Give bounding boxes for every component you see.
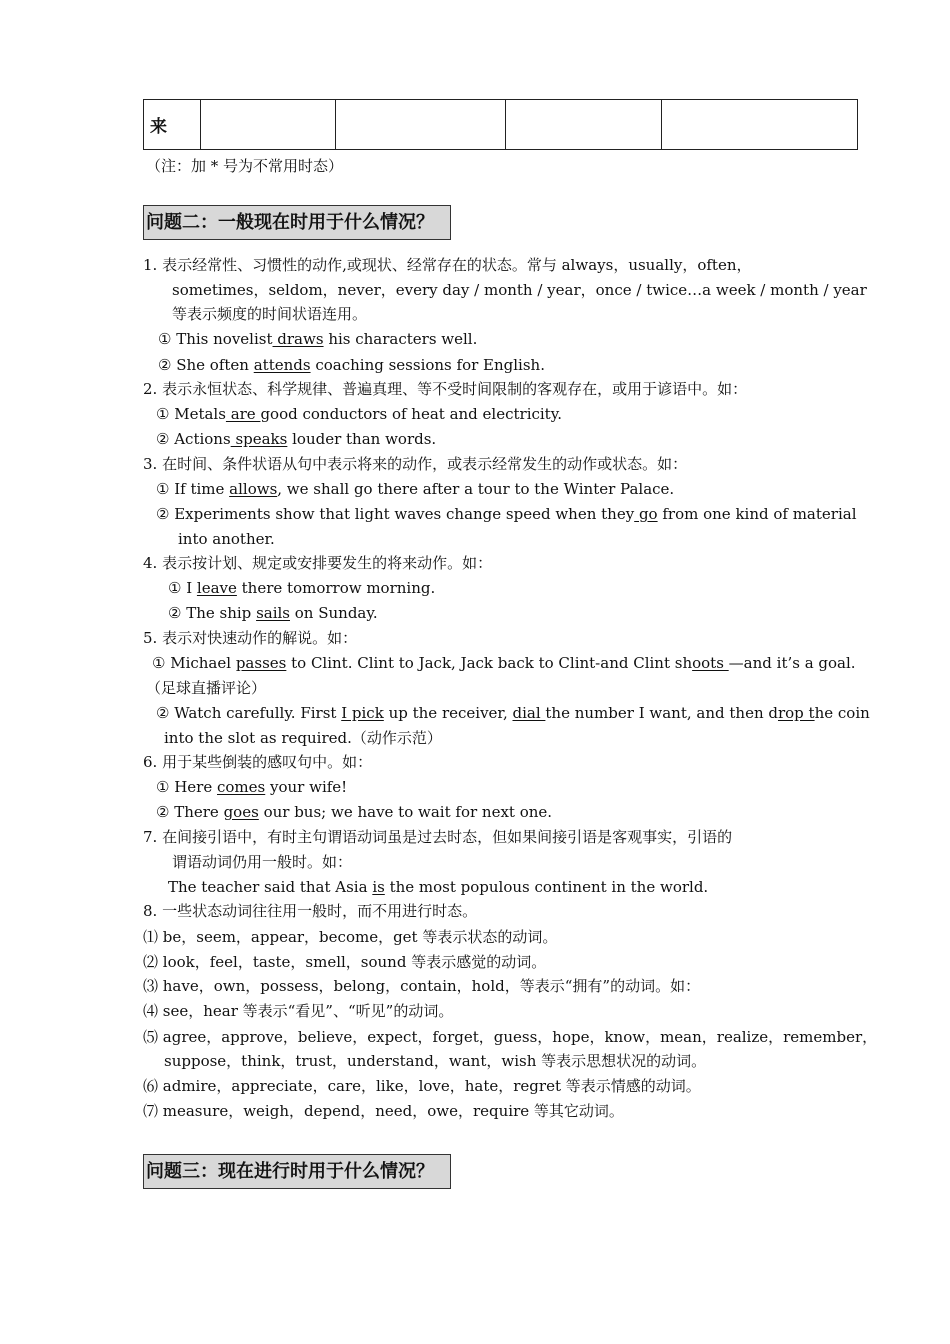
text-span: ② Watch carefully. First bbox=[156, 704, 342, 722]
text-line bbox=[143, 976, 700, 996]
text-line bbox=[143, 752, 372, 772]
table-cell-label: 来 bbox=[144, 100, 201, 150]
table-cell bbox=[662, 100, 858, 150]
text-line bbox=[178, 529, 275, 549]
underlined-verb: oots bbox=[692, 654, 729, 672]
text-span: into another. bbox=[178, 530, 275, 548]
text-span: ② The ship bbox=[168, 604, 257, 622]
text-line bbox=[156, 429, 436, 449]
text-line bbox=[143, 952, 546, 972]
text-span: 4. 表示按计划、规定或安排要发生的将来动作。如： bbox=[143, 554, 493, 572]
underlined-verb: speaks bbox=[230, 430, 288, 448]
text-span: the number I want, and then d bbox=[545, 704, 778, 722]
text-line bbox=[146, 678, 266, 698]
table-note: （注：加 * 号为不常用时态） bbox=[146, 157, 344, 175]
text-span: from one kind of material bbox=[657, 505, 857, 523]
underlined-verb: goes bbox=[223, 803, 259, 821]
underlined-verb: are bbox=[225, 405, 261, 423]
underlined-verb: leave bbox=[196, 579, 237, 597]
underlined-verb: I pick bbox=[341, 704, 384, 722]
text-line bbox=[143, 255, 752, 275]
text-span: 等表示频度的时间状语连用。 bbox=[172, 305, 368, 323]
text-span: ⑶ have，own，possess，belong，contain，hold，等表示“拥有”的动词。如： bbox=[143, 977, 701, 995]
text-span: suppose，think，trust，understand，want，wish 等表示思想状况的动词。 bbox=[164, 1052, 707, 1070]
text-line bbox=[143, 1001, 453, 1021]
text-span: he coin bbox=[814, 704, 870, 722]
text-span: ⑺ measure，weigh，depend，need，owe，require 等其它动词。 bbox=[143, 1102, 624, 1120]
text-line bbox=[156, 802, 552, 822]
text-line bbox=[156, 404, 562, 424]
text-line bbox=[164, 1051, 706, 1071]
text-span: ⑷ see，hear 等表示“看见”、“听见”的动词。 bbox=[143, 1002, 454, 1020]
underlined-verb: comes bbox=[217, 778, 266, 796]
text-line bbox=[164, 728, 442, 748]
text-line bbox=[172, 852, 352, 872]
text-span: （足球直播评论） bbox=[146, 679, 267, 697]
text-span: 6. 用于某些倒装的感叹句中。如： bbox=[143, 753, 373, 771]
text-line bbox=[143, 901, 477, 921]
underlined-verb: is bbox=[372, 878, 385, 896]
text-span: 7. 在间接引语中，有时主句谓语动词虽是过去时态，但如果间接引语是客观事实，引语的 bbox=[143, 828, 733, 846]
table-cell bbox=[201, 100, 336, 150]
text-span: ① This novelist bbox=[158, 330, 273, 348]
text-span: ① Here bbox=[156, 778, 217, 796]
text-line bbox=[156, 777, 347, 797]
tense-table-row bbox=[143, 99, 858, 150]
text-line bbox=[172, 280, 867, 300]
text-span: 5. 表示对快速动作的解说。如： bbox=[143, 629, 358, 647]
text-line bbox=[156, 479, 674, 499]
question-two-heading: 问题二：一般现在时用于什么情况？ bbox=[143, 205, 451, 240]
text-span: 2. 表示永恒状态、科学规律、普遍真理、等不受时间限制的客观存在，或用于谚语中。如： bbox=[143, 380, 748, 398]
text-line bbox=[143, 1076, 701, 1096]
text-line bbox=[143, 827, 732, 847]
text-span: good conductors of heat and electricity. bbox=[260, 405, 562, 423]
text-span: to Clint. Clint to Jack, Jack back to Clint-and Clint sh bbox=[286, 654, 693, 672]
text-span: , we shall go there after a tour to the Winter Palace. bbox=[277, 480, 675, 498]
table-cell bbox=[506, 100, 662, 150]
text-line bbox=[156, 504, 857, 524]
text-span: —and it’s a goal. bbox=[728, 654, 856, 672]
text-span: 1. 表示经常性、习惯性的动作,或现状、经常存在的状态。常与 always，usually，often， bbox=[143, 256, 752, 274]
text-line bbox=[152, 653, 856, 673]
underlined-verb: sails bbox=[256, 604, 290, 622]
text-line bbox=[143, 379, 747, 399]
text-line bbox=[168, 877, 708, 897]
text-span: ① Michael bbox=[152, 654, 236, 672]
text-span: ⑴ be，seem，appear，become，get 等表示状态的动词。 bbox=[143, 928, 558, 946]
underlined-verb: attends bbox=[253, 356, 311, 374]
text-span: ② There bbox=[156, 803, 224, 821]
text-span: ⑸ agree，approve，believe，expect，forget，guess，hope，know，mean，realize，remember， bbox=[143, 1028, 878, 1046]
text-line bbox=[156, 703, 870, 723]
text-span: ② She often bbox=[158, 356, 254, 374]
text-line bbox=[168, 578, 435, 598]
table-cell bbox=[336, 100, 506, 150]
text-span: coaching sessions for English. bbox=[310, 356, 545, 374]
text-line bbox=[158, 355, 545, 375]
underlined-verb: go bbox=[634, 505, 658, 523]
text-span: ① I bbox=[168, 579, 197, 597]
text-line bbox=[143, 1027, 877, 1047]
underlined-verb: dial bbox=[512, 704, 546, 722]
text-span: 8. 一些状态动词往往用一般时，而不用进行时态。 bbox=[143, 902, 478, 920]
text-span: into the slot as required.（动作示范） bbox=[164, 729, 442, 747]
text-span: on Sunday. bbox=[290, 604, 378, 622]
text-span: ② Actions bbox=[156, 430, 231, 448]
text-span: ⑹ admire，appreciate，care，like，love，hate，regret 等表示情感的动词。 bbox=[143, 1077, 701, 1095]
text-span: up the receiver, bbox=[383, 704, 513, 722]
text-line bbox=[143, 454, 687, 474]
underlined-verb: passes bbox=[235, 654, 287, 672]
text-line bbox=[143, 553, 492, 573]
text-span: ⑵ look，feel，taste，smell，sound 等表示感觉的动词。 bbox=[143, 953, 547, 971]
text-span: ① Metals bbox=[156, 405, 226, 423]
text-span: 谓语动词仍用一般时。如： bbox=[172, 853, 353, 871]
text-span: ① If time bbox=[156, 480, 230, 498]
question-three-heading: 问题三：现在进行时用于什么情况？ bbox=[143, 1154, 451, 1189]
text-line bbox=[172, 304, 367, 324]
text-line bbox=[158, 329, 477, 349]
underlined-verb: allows bbox=[229, 480, 278, 498]
text-span: his characters well. bbox=[323, 330, 478, 348]
text-span: our bus; we have to wait for next one. bbox=[258, 803, 553, 821]
underlined-verb: rop t bbox=[777, 704, 815, 722]
text-span: there tomorrow morning. bbox=[236, 579, 436, 597]
text-span: 3. 在时间、条件状语从句中表示将来的动作，或表示经常发生的动作或状态。如： bbox=[143, 455, 688, 473]
underlined-verb: draws bbox=[272, 330, 324, 348]
text-span: ② Experiments show that light waves change speed when they bbox=[156, 505, 635, 523]
text-span: The teacher said that Asia bbox=[168, 878, 373, 896]
text-line bbox=[143, 628, 357, 648]
text-line bbox=[143, 927, 557, 947]
text-line bbox=[143, 1101, 624, 1121]
text-span: sometimes，seldom，never，every day / month / year，once / twice…a week / month / year bbox=[172, 281, 867, 299]
text-span: louder than words. bbox=[287, 430, 437, 448]
text-span: your wife! bbox=[265, 778, 348, 796]
text-line bbox=[168, 603, 378, 623]
text-span: the most populous continent in the world. bbox=[384, 878, 709, 896]
